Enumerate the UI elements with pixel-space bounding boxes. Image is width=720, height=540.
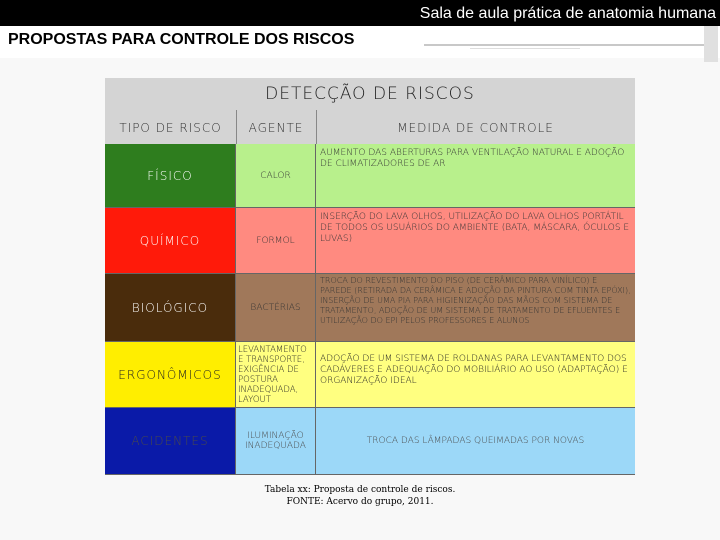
risk-type-cell: ACIDENTES xyxy=(105,408,236,475)
agent-cell: FORMOL xyxy=(236,208,316,274)
column-header-agent: AGENTE xyxy=(248,121,304,135)
agent-cell: BACTÉRIAS xyxy=(236,274,316,342)
measure-cell: INSERÇÃO DO LAVA OLHOS, UTILIZAÇÃO DO LAVA OLHOS PORTÁTIL DE TODOS OS USUÁRIOS DO AMBIENTE (BATA, MÁSCARA, ÓCULOS E LUVAS) xyxy=(316,208,635,274)
caption-source: FONTE: Acervo do grupo, 2011. xyxy=(286,497,434,507)
risk-type-cell: ERGONÔMICOS xyxy=(105,342,236,408)
table-caption xyxy=(0,484,720,508)
slide-subtitle: PROPOSTAS PARA CONTROLE DOS RISCOS xyxy=(8,31,355,48)
decorative-line xyxy=(470,48,580,49)
title-bar xyxy=(0,0,720,26)
agent-cell: ILUMINAÇÃO INADEQUADA xyxy=(236,408,316,475)
caption-line: Tabela xx: Proposta de controle de riscos. xyxy=(264,485,456,495)
measure-cell: TROCA DO REVESTIMENTO DO PISO (DE CERÂMICO PARA VINÍLICO) E PAREDE (RETIRADA DA CERÂMICA E ADOÇÃO DA PINTURA COM TINTA EPÓXI), INSERÇÃO DE UMA PIA PARA HIGIENIZAÇÃO DAS MÃOS COM SISTEMA DE TRATAMENTO, ADOÇÃO DE UM SISTEMA DE TRATAMENTO DE EFLUENTES E UTILIZAÇÃO DO EPI PELOS PROFESSORES E ALUNOS xyxy=(316,274,635,342)
table-row xyxy=(105,408,635,475)
risk-table xyxy=(105,78,635,475)
table-row xyxy=(105,144,635,208)
risk-type-cell: FÍSICO xyxy=(105,144,236,208)
slide-title: Sala de aula prática de anatomia humana xyxy=(419,5,716,22)
agent-cell: LEVANTAMENTO E TRANSPORTE, EXIGÊNCIA DE POSTURA INADEQUADA, LAYOUT xyxy=(236,342,316,408)
measure-cell: AUMENTO DAS ABERTURAS PARA VENTILAÇÃO NATURAL E ADOÇÃO DE CLIMATIZADORES DE AR xyxy=(316,144,635,208)
column-header-risk-type: TIPO DE RISCO xyxy=(119,121,222,135)
decorative-line xyxy=(424,44,716,46)
column-header-control-measure: MEDIDA DE CONTROLE xyxy=(397,121,554,135)
table-row xyxy=(105,208,635,274)
measure-cell: TROCA DAS LÂMPADAS QUEIMADAS POR NOVAS xyxy=(316,408,635,475)
measure-cell: ADOÇÃO DE UM SISTEMA DE ROLDANAS PARA LEVANTAMENTO DOS CADÁVERES E ADEQUAÇÃO DO MOBILIÁRIO AO USO (ADAPTAÇÃO) E ORGANIZAÇÃO IDEAL xyxy=(316,342,635,408)
agent-cell: CALOR xyxy=(236,144,316,208)
decorative-bar xyxy=(704,26,718,62)
risk-type-cell: QUÍMICO xyxy=(105,208,236,274)
table-row xyxy=(105,274,635,342)
table-header xyxy=(105,78,635,144)
risk-type-cell: BIOLÓGICO xyxy=(105,274,236,342)
table-title: DETECÇÃO DE RISCOS xyxy=(265,84,475,104)
table-row xyxy=(105,342,635,408)
